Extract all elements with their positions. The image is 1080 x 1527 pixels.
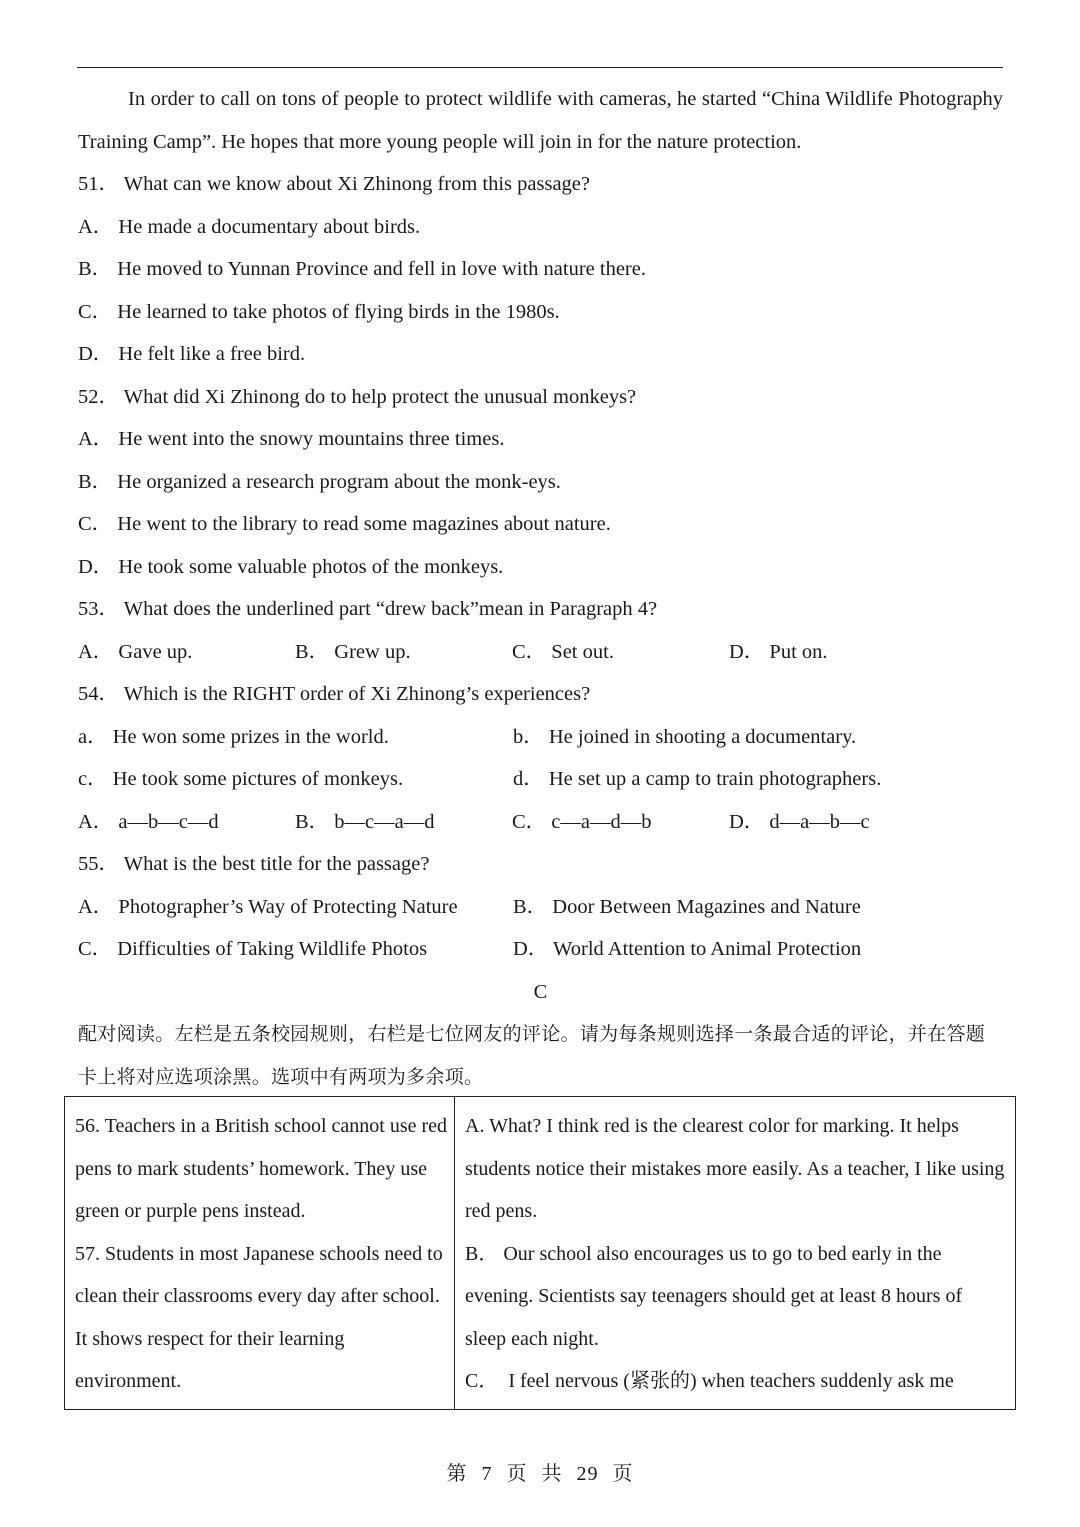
q54-events-row1 xyxy=(78,716,1003,759)
q54-option-b: B． b—c—a—d xyxy=(295,810,435,833)
q55-option-d: D． World Attention to Animal Protection xyxy=(513,938,862,960)
footer-mid1: 页 xyxy=(506,1463,528,1485)
q54-event-d: d． He set up a camp to train photographers. xyxy=(513,768,882,790)
q54-event-a: a． He won some prizes in the world. xyxy=(78,725,389,748)
q55-option-a: A． Photographer’s Way of Protecting Nature xyxy=(78,895,458,918)
q51-option-c: C． He learned to take photos of flying birds in the 1980s. xyxy=(78,300,560,323)
q54-event-c: c． He took some pictures of monkeys. xyxy=(78,768,404,790)
comment-a: A. What? I think red is the clearest color for marking. It helps students notice their mistakes more easily. As a teacher, I like using red pens. xyxy=(465,1115,1005,1222)
section-heading: C xyxy=(533,980,548,1003)
q51-option-b: B． He moved to Yunnan Province and fell in love with nature there. xyxy=(78,258,646,280)
q53-options xyxy=(78,631,1003,674)
q51-stem: 51． What can we know about Xi Zhinong from this passage? xyxy=(78,173,591,195)
q52-option-c: C． He went to the library to read some magazines about nature. xyxy=(78,513,611,535)
q52-option-d: D． He took some valuable photos of the monkeys. xyxy=(78,555,504,578)
page-content xyxy=(78,78,1003,1098)
page-footer xyxy=(0,1457,1080,1486)
q54-option-a: A． a—b—c—d xyxy=(78,810,219,833)
q52-stem: 52． What did Xi Zhinong do to help protect the unusual monkeys? xyxy=(78,385,637,408)
q54-option-d: D． d—a—b—c xyxy=(729,810,870,833)
q51-option-a: A． He made a documentary about birds. xyxy=(78,215,421,238)
q55-option-c: C． Difficulties of Taking Wildlife Photos xyxy=(78,938,428,960)
page-number: 7 xyxy=(481,1463,493,1485)
rule-57: 57. Students in most Japanese schools need to clean their classrooms every day after school. It shows respect for their learning environment. xyxy=(75,1242,443,1392)
rule-56: 56. Teachers in a British school cannot use red pens to mark students’ homework. They use green or purple pens instead. xyxy=(75,1115,448,1222)
comments-column xyxy=(455,1097,1015,1409)
footer-mid2: 共 xyxy=(541,1463,563,1485)
section-instructions: 配对阅读。左栏是五条校园规则，右栏是七位网友的评论。请为每条规则选择一条最合适的评论，并在答题卡上将对应选项涂黑。选项中有两项为多余项。 xyxy=(78,1023,986,1088)
footer-suffix: 页 xyxy=(612,1463,634,1485)
q53-option-c: C． Set out. xyxy=(512,640,614,663)
header-rule xyxy=(77,67,1003,68)
comment-c: C． I feel nervous (紧张的) when teachers suddenly ask me xyxy=(465,1370,954,1392)
q52-option-a: A． He went into the snowy mountains three times. xyxy=(78,428,505,450)
q55-options-row1 xyxy=(78,886,1003,929)
q55-stem: 55． What is the best title for the passage? xyxy=(78,853,430,875)
passage-paragraph: In order to call on tons of people to protect wildlife with cameras, he started “China Wildlife Photography Training Camp”. He hopes that more young people will join in for the nature protection. xyxy=(78,88,1003,153)
matching-table xyxy=(64,1096,1016,1410)
q52-option-b: B． He organized a research program about the monk-eys. xyxy=(78,470,561,493)
total-pages: 29 xyxy=(576,1463,599,1485)
q53-option-a: A． Gave up. xyxy=(78,640,193,663)
q54-stem: 54． Which is the RIGHT order of Xi Zhinong’s experiences? xyxy=(78,683,591,705)
q54-option-c: C． c—a—d—b xyxy=(512,810,652,833)
q54-events-row2 xyxy=(78,758,1003,801)
q53-stem: 53． What does the underlined part “drew back”mean in Paragraph 4? xyxy=(78,598,658,620)
comment-b: B． Our school also encourages us to go to bed early in the evening. Scientists say teenagers should get at least 8 hours of sleep each night. xyxy=(465,1242,963,1350)
q54-event-b: b． He joined in shooting a documentary. xyxy=(513,725,857,748)
q55-option-b: B． Door Between Magazines and Nature xyxy=(513,895,861,918)
q53-option-d: D． Put on. xyxy=(729,640,828,663)
rules-column xyxy=(65,1097,455,1409)
footer-prefix: 第 xyxy=(446,1463,468,1485)
q55-options-row2 xyxy=(78,928,1003,971)
q54-options xyxy=(78,801,1003,844)
q53-option-b: B． Grew up. xyxy=(295,640,411,663)
q51-option-d: D． He felt like a free bird. xyxy=(78,343,306,365)
